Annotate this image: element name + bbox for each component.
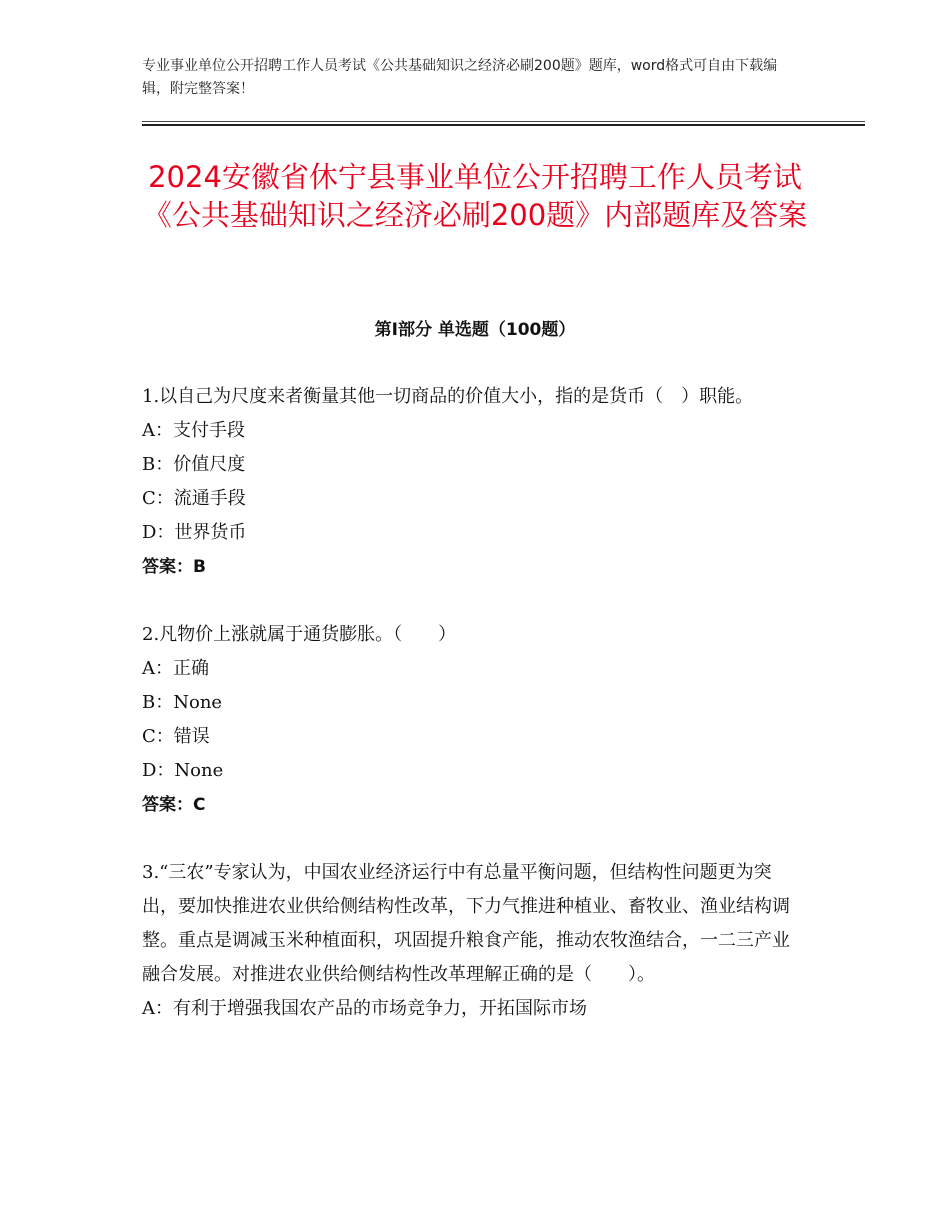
option-d: D：None — [142, 760, 224, 781]
option-a: A：支付手段 — [142, 420, 245, 441]
header-note: 专业事业单位公开招聘工作人员考试《公共基础知识之经济必刷200题》题库，word格式可自由下载编辑，附完整答案！ — [142, 58, 778, 97]
option-a: A：有利于增强我国农产品的市场竞争力，开拓国际市场 — [142, 998, 587, 1019]
question-stem: 1.以自己为尺度来者衡量其他一切商品的价值大小，指的是货币（ ）职能。 — [142, 386, 754, 407]
question-stem: 3.“三农”专家认为，中国农业经济运行中有总量平衡问题，但结构性问题更为突出，要加快推进农业供给侧结构性改革，下力气推进种植业、畜牧业、渔业结构调整。重点是调减玉米种植面积，巩固提升粮食产能，推动农牧渔结合，一二三产业融合发展。对推进农业供给侧结构性改革理解正确的是（ ）。 — [142, 862, 790, 985]
header-rule-thin — [142, 121, 865, 122]
document-title: 2024安徽省休宁县事业单位公开招聘工作人员考试《公共基础知识之经济必刷200题》内部题库及答案 — [142, 160, 808, 232]
answer: 答案：C — [142, 795, 206, 815]
question-3 — [142, 856, 802, 1026]
section-title: 第Ⅰ部分 单选题（100题） — [374, 320, 576, 340]
option-c: C：流通手段 — [142, 488, 246, 509]
option-b: B：None — [142, 692, 223, 713]
answer: 答案：B — [142, 557, 206, 577]
question-stem: 2.凡物价上涨就属于通货膨胀。（ ） — [142, 624, 457, 645]
option-b: B：价值尺度 — [142, 454, 246, 475]
option-d: D：世界货币 — [142, 522, 247, 543]
question-1 — [142, 380, 802, 584]
question-2 — [142, 618, 802, 822]
question-list — [142, 380, 802, 1060]
header-rule-thick — [142, 124, 865, 126]
option-c: C：错误 — [142, 726, 210, 747]
option-a: A：正确 — [142, 658, 209, 679]
